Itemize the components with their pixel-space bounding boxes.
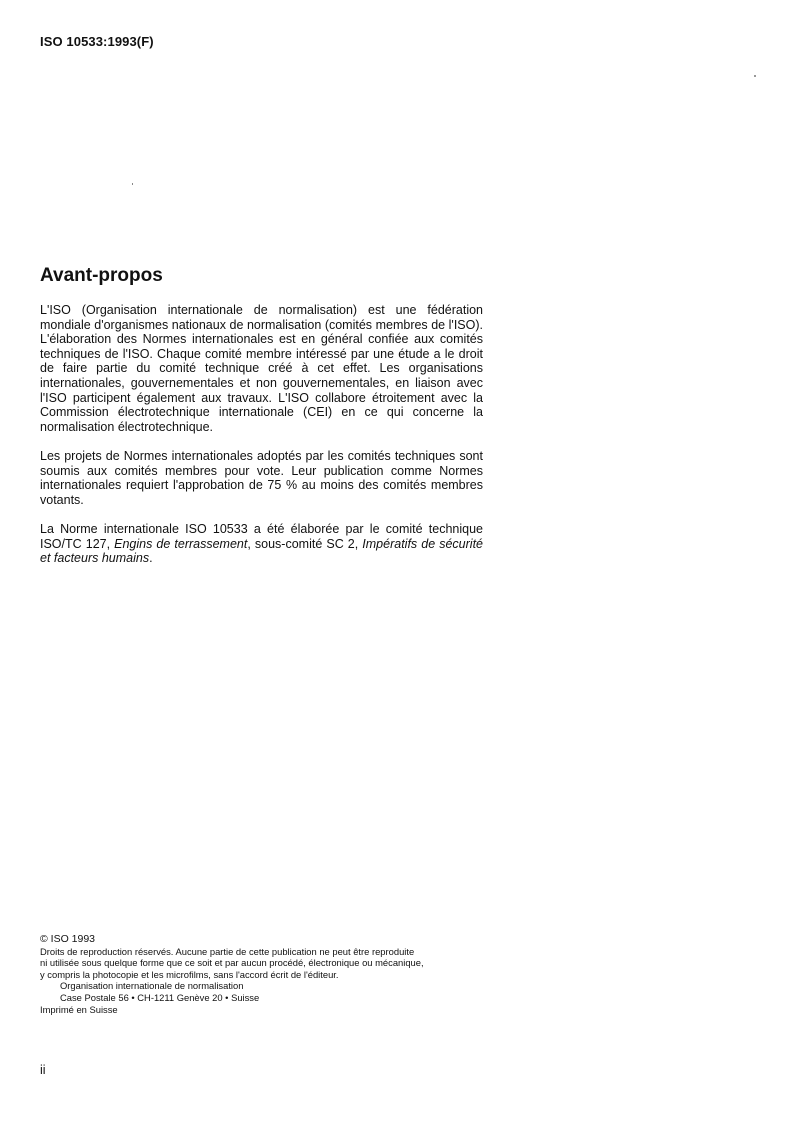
p3-text-2: , sous-comité SC 2, bbox=[247, 536, 363, 551]
copyright-notice: © ISO 1993 bbox=[40, 933, 96, 945]
printed-in: Imprimé en Suisse bbox=[40, 1003, 118, 1015]
page-number: ii bbox=[40, 1063, 46, 1077]
p3-text-3: . bbox=[149, 551, 153, 566]
scan-speck bbox=[754, 75, 756, 77]
foreword-paragraph-1: L'ISO (Organisation internationale de normalisation) est une fédération mondiale d'organismes nationaux de normalisation (comités membres de l'ISO). L'élaboration des Normes internationales est en général confiée aux comités techniques de l'ISO. Chaque comité membre intéressé par une étude a le droit de faire partie du comité technique créé à cet effet. Les organisations internationales, gouvernementales et non gouvernementales, en liaison avec l'ISO participent également aux travaux. L'ISO collabore étroitement avec la Commission électrotechnique internationale (CEI) en ce qui concerne la normalisation électrotechnique. bbox=[40, 303, 483, 434]
foreword-body bbox=[40, 303, 483, 580]
scan-speck bbox=[132, 183, 133, 185]
foreword-paragraph-3 bbox=[40, 522, 483, 566]
subcommittee-title: Impératifs de sécurité et facteurs humains bbox=[40, 536, 483, 566]
committee-title: Engins de terrassement bbox=[114, 536, 248, 551]
copyright-rights-line-2: ni utilisée sous quelque forme que ce soit et par aucun procédé, électronique ou mécanique, bbox=[40, 957, 424, 969]
copyright-block bbox=[40, 934, 485, 1015]
copyright-rights-line-3: y compris la photocopie et les microfilms, sans l'accord écrit de l'éditeur. bbox=[40, 968, 339, 980]
copyright-rights-line-1: Droits de reproduction réservés. Aucune partie de cette publication ne peut être reproduite bbox=[40, 945, 415, 957]
foreword-paragraph-2: Les projets de Normes internationales adoptés par les comités techniques sont soumis aux comités membres pour vote. Leur publication comme Normes internationales requiert l'approbation de 75 % au moins des comités membres votants. bbox=[40, 448, 483, 507]
organisation-address: Case Postale 56 • CH-1211 Genève 20 • Suisse bbox=[60, 991, 260, 1003]
organisation-name: Organisation internationale de normalisation bbox=[60, 980, 244, 992]
p3-text-1: La Norme internationale ISO 10533 a été élaborée par le comité technique ISO/TC 127, bbox=[40, 521, 483, 551]
section-heading: Avant-propos bbox=[40, 265, 163, 286]
document-code: ISO 10533:1993(F) bbox=[40, 34, 154, 49]
